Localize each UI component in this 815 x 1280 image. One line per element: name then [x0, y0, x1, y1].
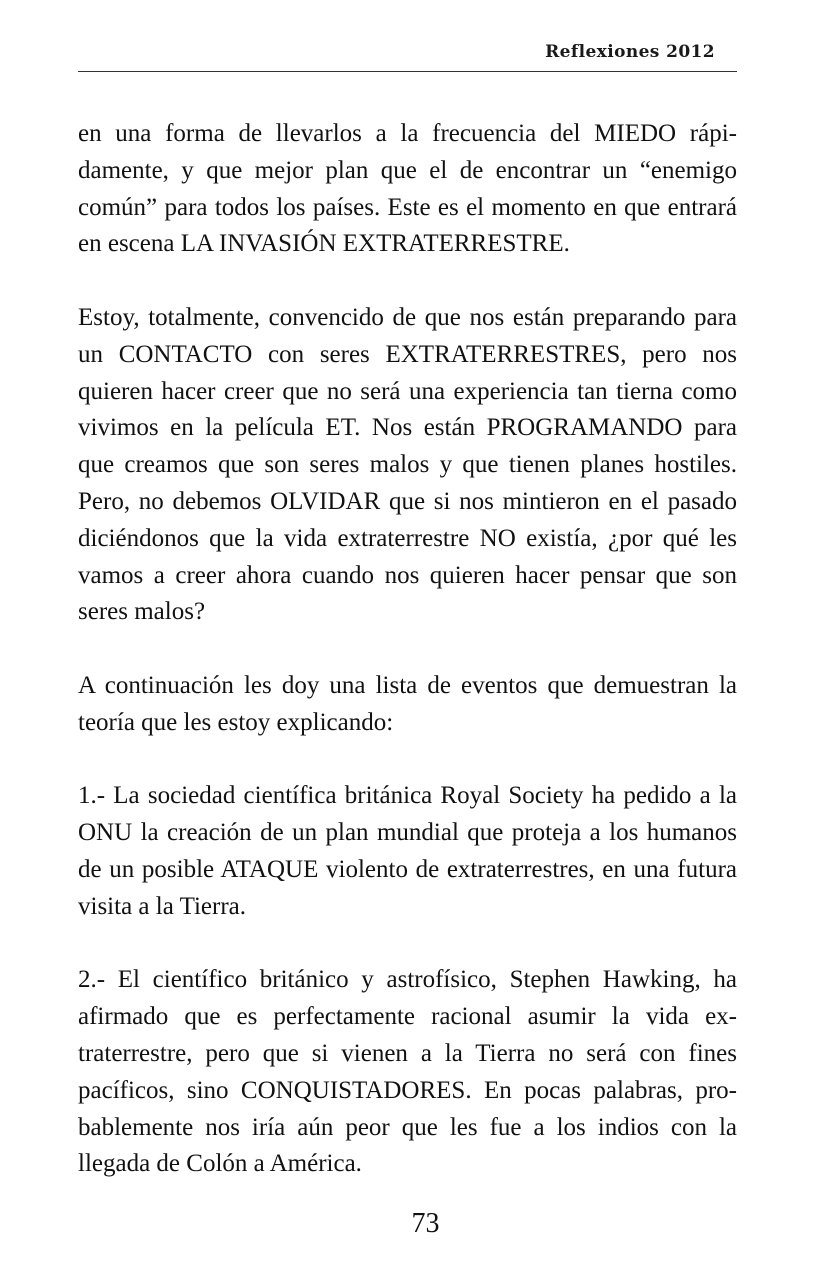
running-header: Reflexiones 2012: [545, 42, 715, 62]
body-text: [78, 116, 737, 1220]
list-item-royal-society: 1.- La sociedad científica británica Royal Society ha pedido a la ONU la creación de un plan mundial que proteja a los humanos de un posible ATAQUE violento de extraterrestres, en una futura visita a la Tierra.: [78, 782, 737, 920]
paragraph-miedo: en una forma de llevarlos a la frecuencia del MIEDO rápidamente, y que mejor plan que el de encontrar un “enemigo común” para todos los países. Este es el momento en que entrará en escena LA INVASIÓN EXTRATERRESTRE.: [78, 120, 737, 258]
book-page: [78, 0, 737, 1280]
paragraph-lista-intro: A continuación les doy una lista de eventos que demuestran la teoría que les estoy explicando:: [78, 671, 737, 736]
header-divider: [78, 71, 737, 72]
list-item-hawking: 2.- El científico británico y astrofísico, Stephen Hawking, ha afirmado que es perfectamente racional asumir la vida extraterrestre, pero que si vienen a la Tierra no será con fines pacíficos, sino CONQUISTADORES. En pocas palabras, probablemente nos iría aún peor que les fue a los indios con la llegada de Colón a América.: [78, 966, 737, 1178]
paragraph-contacto: Estoy, totalmente, convencido de que nos están preparando para un CONTACTO con seres EXTRATERRESTRES, pero nos quieren hacer creer que no será una experiencia tan tierna como vivimos en la película ET. Nos están PROGRAMANDO para que creamos que son seres malos y que tienen planes hostiles. Pero, no debemos OLVIDAR que si nos mintieron en el pasado diciéndonos que la vida extraterrestre NO existía, ¿por qué les vamos a creer ahora cuando nos quieren hacer pensar que son seres malos?: [78, 303, 737, 626]
page-number: 73: [411, 1208, 440, 1239]
